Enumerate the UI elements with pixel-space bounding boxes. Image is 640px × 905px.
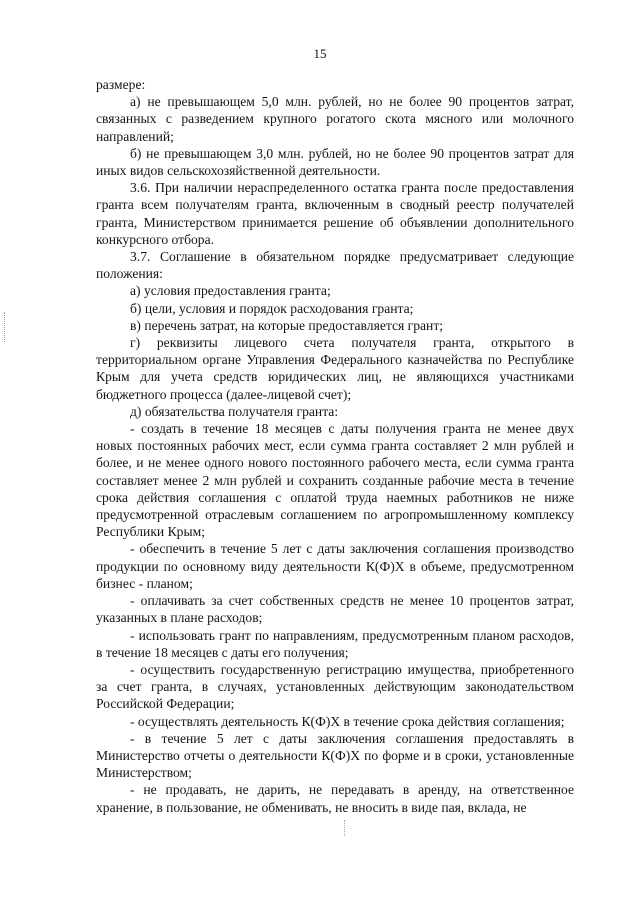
paragraph: 3.6. При наличии нераспределенного остатка гранта после предоставления гранта всем получателям гранта, включенным в сводный реестр получателей гранта, Министерством принимается решение об объявлении дополнительного конкурсного отбора. — [96, 180, 574, 247]
scan-artifact — [344, 820, 346, 836]
paragraph: - создать в течение 18 месяцев с даты получения гранта не менее двух новых постоянных рабочих мест, если сумма гранта составляет 2 млн рублей и более, и не менее одного нового постоянного рабочего места, если сумма гранта составляет менее 2 млн рублей и сохранить созданные рабочие места в течение срока действия соглашения с оплатой труда наемных работников не ниже предусмотренной отраслевым соглашением по агропромышленному комплексу Республики Крым; — [96, 421, 574, 540]
paragraph: - в течение 5 лет с даты заключения соглашения предоставлять в Министерство отчеты о деятельности К(Ф)Х по форме и в сроки, установленные Министерством; — [96, 730, 574, 781]
paragraph: а) не превышающем 5,0 млн. рублей, но не более 90 процентов затрат, связанных с разведением крупного рогатого скота мясного или молочного направлений; — [96, 94, 574, 144]
paragraph: д) обязательства получателя гранта: — [130, 403, 339, 419]
paragraph: г) реквизиты лицевого счета получателя гранта, открытого в территориальном органе Управления Федерального казначейства по Республике Крым для учета средств юридических лиц, не являющихся участниками бюджетного процесса (далее-лицевой счет); — [96, 335, 574, 402]
paragraph: в) перечень затрат, на которые предоставляется грант; — [130, 317, 444, 333]
paragraph: - использовать грант по направлениям, предусмотренным планом расходов, в течение 18 месяцев с даты его получения; — [96, 627, 574, 660]
paragraph: размере: — [96, 77, 146, 92]
paragraph: б) не превышающем 3,0 млн. рублей, но не более 90 процентов затрат для иных видов сельскохозяйственной деятельности. — [96, 145, 574, 179]
paragraph: - не продавать, не дарить, не передавать в аренду, на ответственное хранение, в пользование, не обменивать, не вносить в виде пая, вклада, не — [96, 782, 574, 815]
paragraph: б) цели, условия и порядок расходования гранта; — [130, 300, 414, 316]
paragraph: а) условия предоставления гранта; — [130, 283, 331, 299]
page-number: 15 — [313, 46, 327, 61]
paragraph: - осуществлять деятельность К(Ф)Х в течение срока действия соглашения; — [130, 713, 565, 729]
paragraph: - обеспечить в течение 5 лет с даты заключения соглашения производство продукции по основному виду деятельности К(Ф)Х в объеме, предусмотренном бизнес - планом; — [96, 541, 574, 591]
paragraph: - осуществить государственную регистрацию имущества, приобретенного за счет гранта, в случаях, установленных действующим законодательством Российской Федерации; — [96, 661, 574, 712]
margin-mark — [4, 312, 6, 342]
paragraph: - оплачивать за счет собственных средств не менее 10 процентов затрат, указанных в плане расходов; — [96, 593, 574, 626]
paragraph: 3.7. Соглашение в обязательном порядке предусматривает следующие положения: — [96, 249, 574, 282]
document-body — [96, 76, 574, 816]
